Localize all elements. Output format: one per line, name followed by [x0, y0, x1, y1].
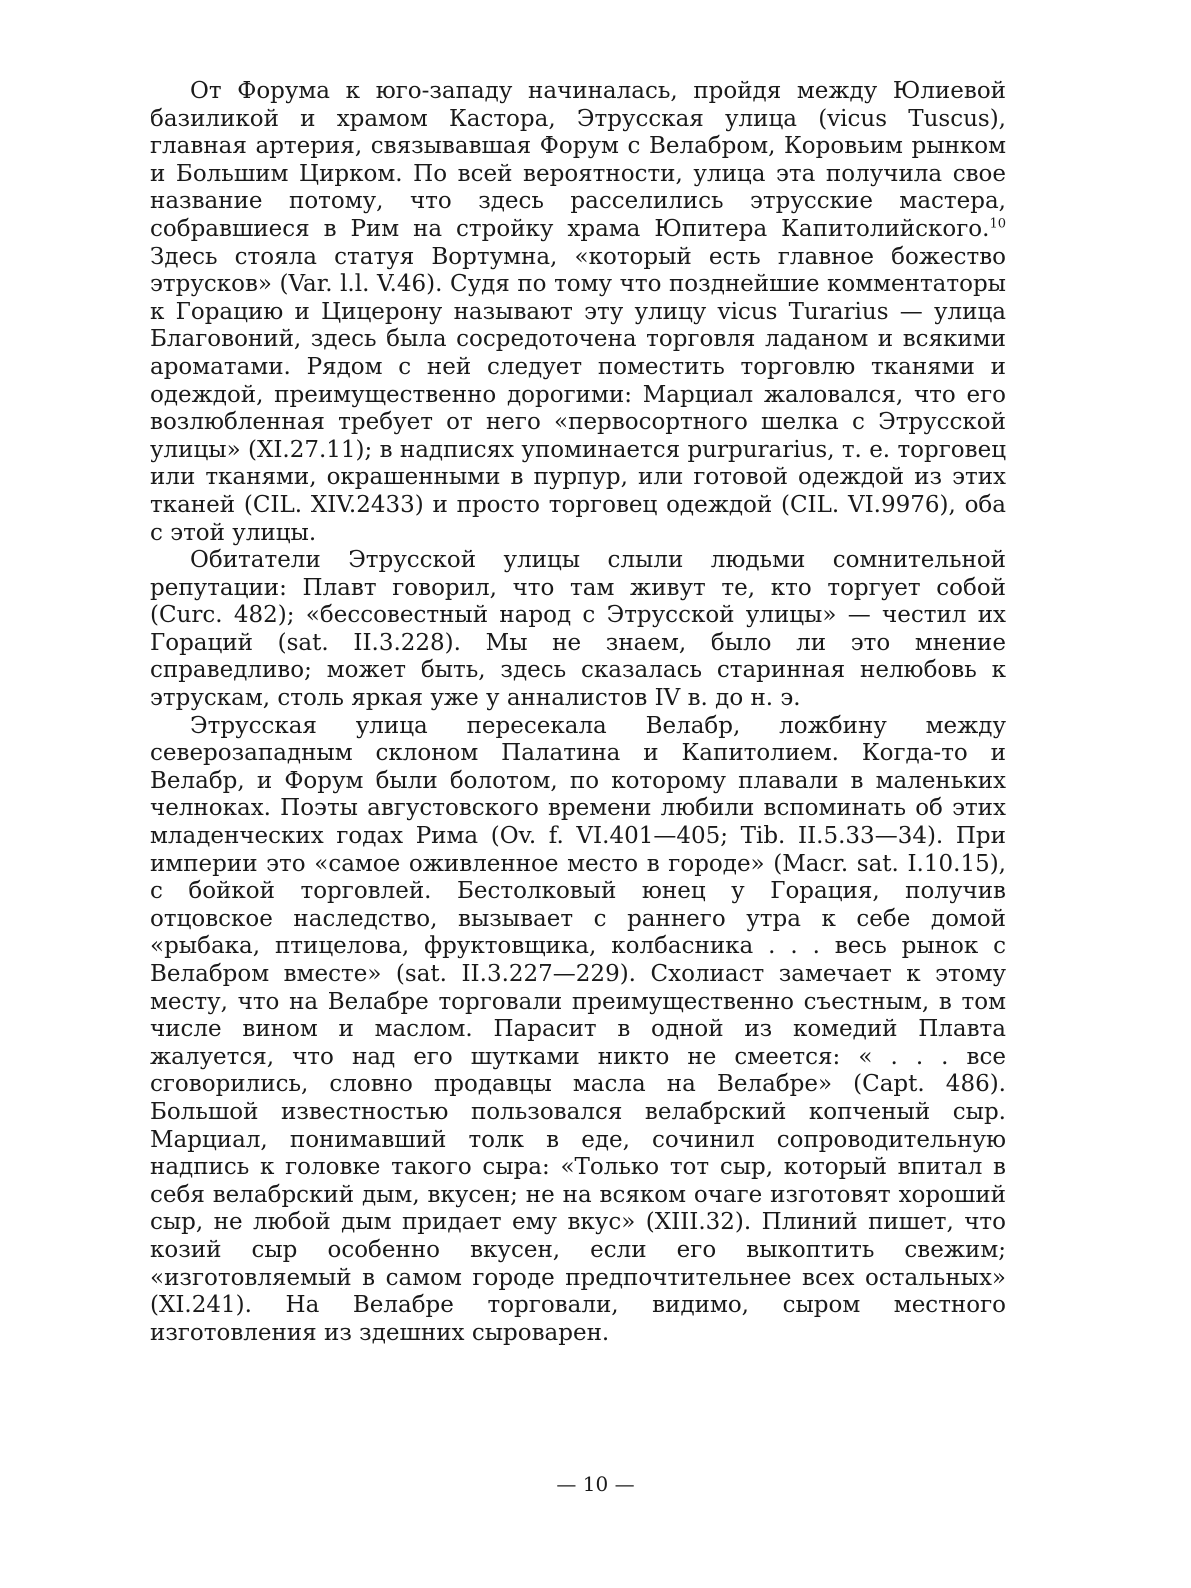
footnote-marker: 10 [989, 216, 1006, 232]
body-text [150, 78, 1006, 1347]
paragraph-1 [150, 78, 1006, 547]
paragraph-1-text: От Форума к юго-западу начиналась, пройдя между Юлиевой базиликой и храмом Кастора, Этрусская улица (vicus Tuscus), главная артерия, связывавшая Форум с Велабром, Коровьим рынком и Большим Цирком. По всей вероятности, улица эта получила свое название потому, что здесь расселились этрусские мастера, собравшиеся в Рим на стройку храма Юпитера Капитолийского. [150, 78, 1006, 242]
paragraph-1-text-continued: Здесь стояла статуя Вортумна, «который есть главное божество этрусков» (Var. l.l. V.46). Судя по тому что позднейшие комментаторы к Горацию и Цицерону называют эту улицу vicus Turarius — улица Благовоний, здесь была сосредоточена торговля ладаном и всякими ароматами. Рядом с ней следует поместить торговлю тканями и одеждой, преимущественно дорогими: Марциал жаловался, что его возлюбленная требует от него «первосортного шелка с Этрусской улицы» (XI.27.11); в надписях упоминается purpurarius, т. е. торговец или тканями, окрашенными в пурпур, или готовой одеждой из этих тканей (CIL. XIV.2433) и просто торговец одеждой (CIL. VI.9976), оба с этой улицы. [150, 243, 1006, 546]
paragraph-3: Этрусская улица пересекала Велабр, ложбину между северозападным склоном Палатина и Капитолием. Когда-то и Велабр, и Форум были болотом, по которому плавали в маленьких челноках. Поэты августовского времени любили вспоминать об этих младенческих годах Рима (Ov. f. VI.401—405; Tib. II.5.33—34). При империи это «самое оживленное место в городе» (Macr. sat. I.10.15), с бойкой торговлей. Бестолковый юнец у Горация, получив отцовское наследство, вызывает с раннего утра к себе домой «рыбака, птицелова, фруктовщика, колбасника . . . весь рынок с Велабром вместе» (sat. II.3.227—229). Схолиаст замечает к этому месту, что на Велабре торговали преимущественно съестным, в том числе вином и маслом. Парасит в одной из комедий Плавта жалуется, что над его шутками никто не смеется: « . . . все сговорились, словно продавцы масла на Велабре» (Capt. 486). Большой известностью пользовался велабрский копченый сыр. Марциал, понимавший толк в еде, сочинил сопроводительную надпись к головке такого сыра: «Только тот сыр, который впитал в себя велабрский дым, вкусен; не на всяком очаге изготовят хороший сыр, не любой дым придает ему вкус» (XIII.32). Плиний пишет, что козий сыр особенно вкусен, если его выкоптить свежим; «изготовляемый в самом городе предпочтительнее всех остальных» (XI.241). На Велабре торговали, видимо, сыром местного изготовления из здешних сыроварен. [150, 712, 1006, 1346]
paragraph-2: Обитатели Этрусской улицы слыли людьми сомнительной репутации: Плавт говорил, что там живут те, кто торгует собой (Curc. 482); «бессовестный народ с Этрусской улицы» — честил их Гораций (sat. II.3.228). Мы не знаем, было ли это мнение справедливо; может быть, здесь сказалась старинная нелюбовь к этрускам, столь яркая уже у анналистов IV в. до н. э. [150, 547, 1006, 712]
page-number: — 10 — [556, 1472, 635, 1496]
